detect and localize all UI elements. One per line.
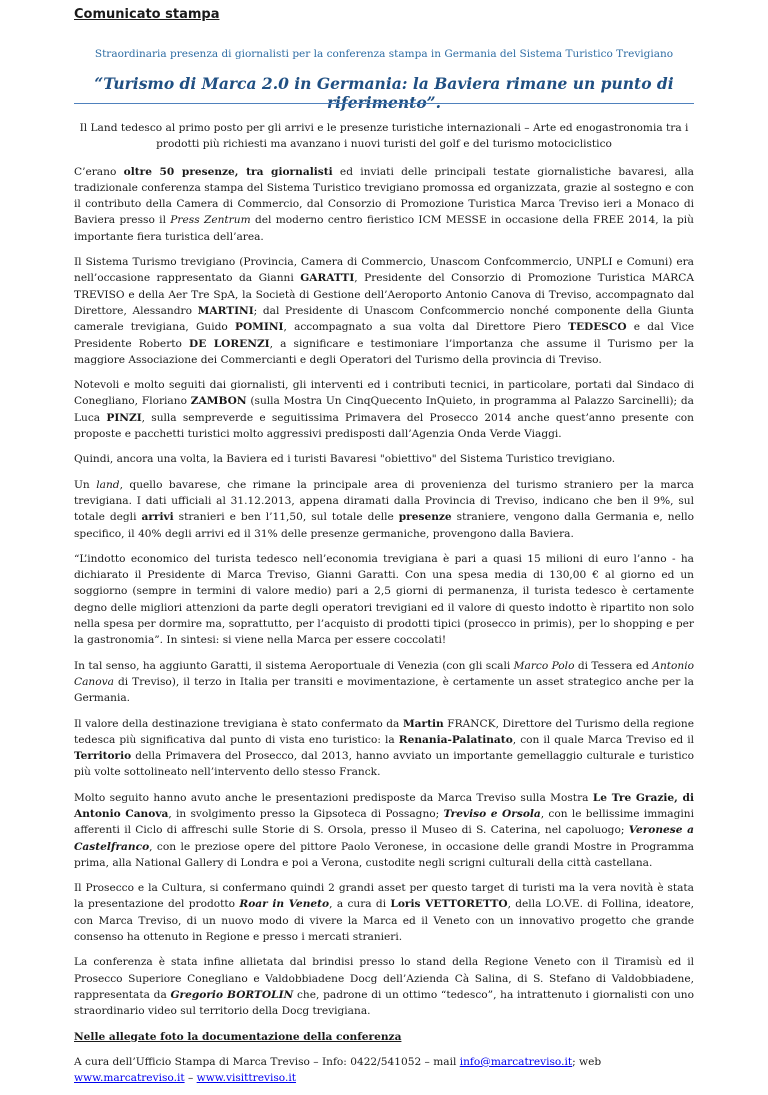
photos-note: Nelle allegate foto la documentazione della conferenza <box>74 1030 402 1043</box>
website-link-marcatreviso[interactable]: www.marcatreviso.it <box>74 1072 185 1085</box>
document-type-label: Comunicato stampa <box>74 7 220 22</box>
paragraph-10: Il Prosecco e la Cultura, si confermano quindi 2 grandi asset per questo target di turisti ma la vera novità è stata la presentazione del prodotto Roar in Veneto, a cura di Loris VETTORETTO, della LO.VE. di Follina, ideatore, con Marca Treviso, di un nuovo modo di vivere la Marca ed il Veneto con un innovativo progetto che grande consenso ha ottenuto in Regione e presso i mercati stranieri. <box>74 882 694 944</box>
paragraph-9: Molto seguito hanno avuto anche le presentazioni predisposte da Marca Treviso sulla Mostra Le Tre Grazie, di Antonio Canova, in svolgimento presso la Gipsoteca di Possagno; Treviso e Orsola, con le bellissime immagini afferenti il Ciclo di affreschi sulle Storie di S. Orsola, presso il Museo di S. Caterina, nel capoluogo; Veronese a Castelfranco, con le preziose opere del pittore Paolo Veronese, in occasione delle grandi Mostre in Programma prima, alla National Gallery di Londra e poi a Verona, custodite negli scrigni culturali della città castellana. <box>74 791 694 869</box>
paragraph-3: Notevoli e molto seguiti dai giornalisti, gli interventi ed i contributi tecnici, in particolare, portati dal Sindaco di Conegliano, Floriano ZAMBON (sulla Mostra Un CinqQuecento InQuieto, in programma al Palazzo Sarcinelli); da Luca PINZI, sulla sempreverde e seguitissima Primavera del Prosecco 2014 anche quest’anno presente con proposte e pacchetti turistici molto aggressivi predisposti dall’Agenzia Onda Verde Viaggi. <box>74 379 694 441</box>
subtitle: Straordinaria presenza di giornalisti per la conferenza stampa in Germania del Sistema Turistico Trevigiano <box>94 48 674 60</box>
headline: “Turismo di Marca 2.0 in Germania: la Baviera rimane un punto di riferimento”. <box>94 74 674 112</box>
paragraph-4: Quindi, ancora una volta, la Baviera ed i turisti Bavaresi "obiettivo" del Sistema Turistico trevigiano. <box>74 453 616 466</box>
paragraph-5: Un land, quello bavarese, che rimane la principale area di provenienza del turismo straniero per la marca trevigiana. I dati ufficiali al 31.12.2013, appena diramati dalla Provincia di Treviso, indicano che ben il 9%, sul totale degli arrivi stranieri e ben l’11,50, sul totale delle presenze straniere, vengono dalla Germania e, nello specifico, il 40% degli arrivi ed il 31% delle presenze germaniche, provengono dalla Baviera. <box>74 478 695 540</box>
email-link[interactable]: info@marcatreviso.it <box>459 1055 573 1068</box>
contact-footer: A cura dell’Ufficio Stampa di Marca Treviso – Info: 0422/541052 – mail info@marcatreviso.it; web www.marcatreviso.it – www.visittreviso.it <box>74 1055 602 1085</box>
paragraph-2: Il Sistema Turismo trevigiano (Provincia, Camera di Commercio, Unascom Confcommercio, UNPLI e Comuni) era nell’occasione rappresentato da Gianni GARATTI, Presidente del Consorzio di Promozione Turistica MARCA TREVISO e della Aer Tre SpA, la Società di Gestione dell’Aeroporto Antonio Canova di Treviso, accompagnato dal Direttore, Alessandro MARTINI; dal Presidente di Unascom Confcommercio nonché componente della Giunta camerale trevigiana, Guido POMINI, accompagnato a sua volta dal Direttore Piero TEDESCO e dal Vice Presidente Roberto DE LORENZI, a significare e testimoniare l’importanza che assume il Turismo per la maggiore Associazione dei Commercianti e degli Operatori del Turismo della provincia di Treviso. <box>74 256 694 366</box>
paragraph-1: C’erano oltre 50 presenze, tra giornalisti ed inviati delle principali testate giornalistiche bavaresi, alla tradizionale conferenza stampa del Sistema Turistico trevigiano promossa ed organizzata, grazie al sostegno e con il contributo della Camera di Commercio, dal Consorzio di Promozione Turistica Marca Treviso ieri a Monaco di Baviera presso il Press Zentrum del moderno centro fieristico ICM MESSE in occasione della FREE 2014, la più importante fiera turistica dell’area. <box>74 165 694 243</box>
paragraph-6: “L’indotto economico del turista tedesco nell’economia trevigiana è pari a quasi 15 milioni di euro l’anno - ha dichiarato il Presidente di Marca Treviso, Gianni Garatti. Con una spesa media di 130,00 € al giorno ed un soggiorno (sempre in termini di valore medio) pari a 2,5 giorni di permanenza, il turista tedesco è certamente degno delle migliori attenzioni da parte degli operatori trevigiani ed il valore di questo indotto è ripartito non solo nella spesa per dormire ma, soprattutto, per l’acquisto di prodotti tipici (prosecco in primis), per lo shopping e per la gastronomia”. In sintesi: si viene nella Marca per essere coccolati! <box>74 552 694 647</box>
paragraph-7: In tal senso, ha aggiunto Garatti, il sistema Aeroportuale di Venezia (con gli scali Marco Polo di Tessera ed Antonio Canova di Treviso), il terzo in Italia per transiti e movimentazione, è certamente un asset strategico anche per la Germania. <box>74 659 694 705</box>
article-body <box>74 120 694 1095</box>
headline-divider <box>74 103 694 104</box>
intro-paragraph: Il Land tedesco al primo posto per gli arrivi e le presenze turistiche internazionali – Arte ed enogastronomia tra i prodotti più richiesti ma avanzano i nuovi turisti del golf e del turismo motociclistico <box>79 122 689 151</box>
website-link-visittreviso[interactable]: www.visittreviso.it <box>196 1072 297 1085</box>
paragraph-8: Il valore della destinazione trevigiana è stato confermato da Martin FRANCK, Direttore del Turismo della regione tedesca più significativa dal punto di vista eno turistico: la Renania-Palatinato, con il quale Marca Treviso ed il Territorio della Primavera del Prosecco, dal 2013, hanno avviato un importante gemellaggio culturale e turistico più volte sottolineato nell’intervento dello stesso Franck. <box>74 717 694 779</box>
paragraph-11: La conferenza è stata infine allietata dal brindisi presso lo stand della Regione Veneto con il Tiramisù ed il Prosecco Superiore Conegliano e Valdobbiadene Docg dell’Azienda Cà Salina, di S. Stefano di Valdobbiadene, rappresentata da Gregorio BORTOLIN che, padrone di un ottimo “tedesco”, ha intrattenuto i giornalisti con uno straordinario video sul territorio della Docg trevigiana. <box>74 956 694 1018</box>
